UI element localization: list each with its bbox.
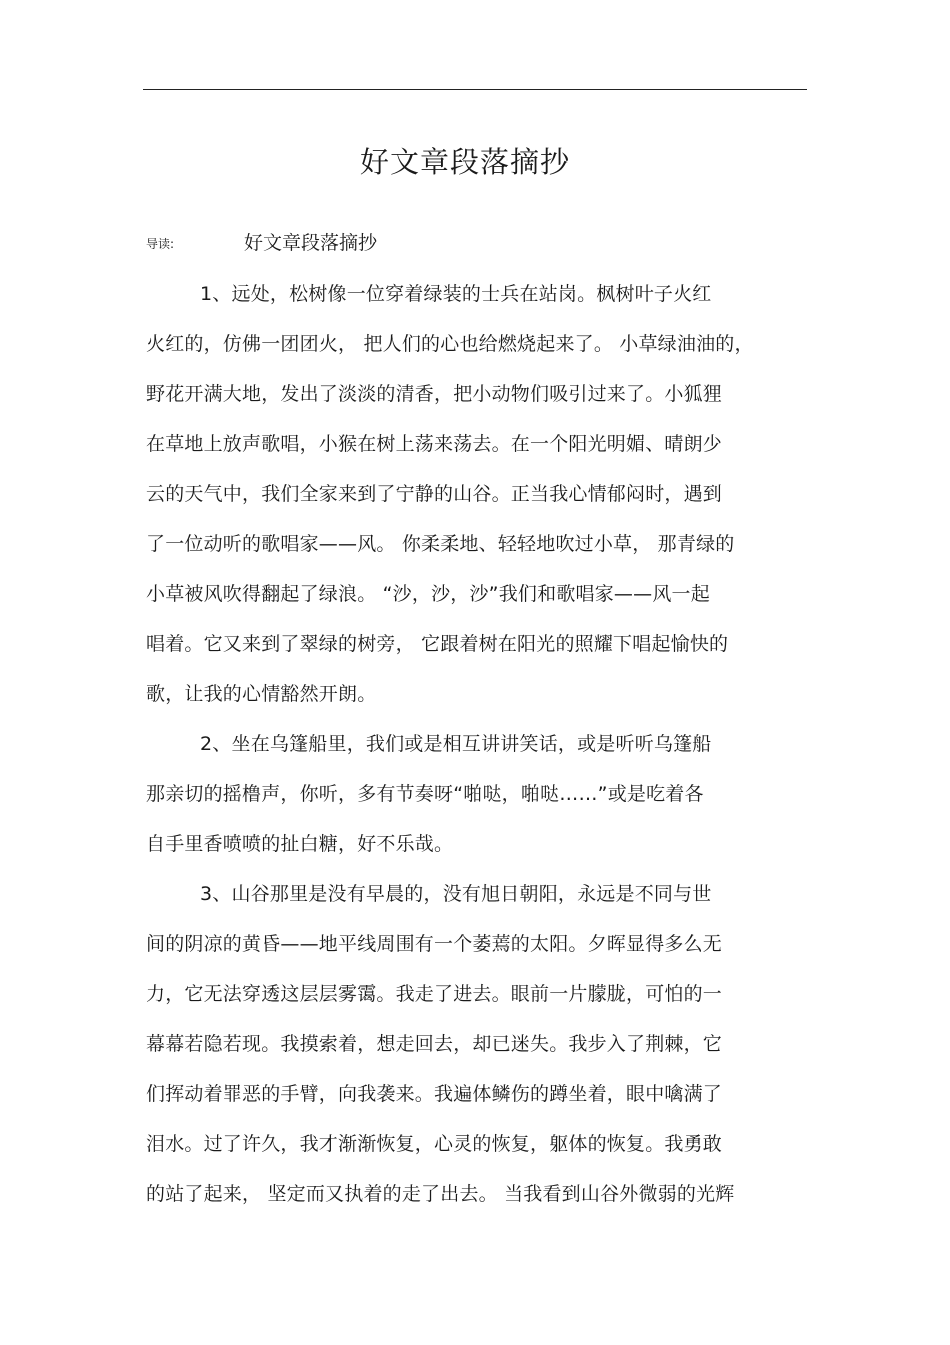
paragraph-1-line: 了一位动听的歌唱家——风。 你柔柔地、轻轻地吹过小草， 那青绿的 [146, 533, 735, 555]
paragraph-3-line: 的站了起来， 坚定而又执着的走了出去。 当我看到山谷外微弱的光辉 [146, 1183, 735, 1205]
paragraph-2-line: 2、坐在乌篷船里，我们或是相互讲讲笑话，或是听听乌篷船 [200, 733, 712, 755]
paragraph-3-line: 力，它无法穿透这层层雾霭。我走了进去。眼前一片朦胧，可怕的一 [146, 983, 723, 1005]
intro-label: 导读: [146, 237, 175, 251]
paragraph-1-line: 小草被风吹得翻起了绿浪。 “沙，沙，沙”我们和歌唱家——风一起 [146, 583, 710, 605]
paragraph-1-line: 野花开满大地，发出了淡淡的清香，把小动物们吸引过来了。小狐狸 [146, 383, 723, 405]
paragraph-2-line: 那亲切的摇橹声，你听，多有节奏呀“啪哒，啪哒……”或是吃着各 [146, 783, 704, 805]
paragraph-1-line: 歌，让我的心情豁然开朗。 [146, 683, 377, 705]
header-rule [143, 89, 807, 90]
paragraph-1-line: 1、远处，松树像一位穿着绿装的士兵在站岗。枫树叶子火红 [200, 283, 712, 305]
paragraph-2-line: 自手里香喷喷的扯白糖，好不乐哉。 [146, 833, 454, 855]
paragraph-1-line: 火红的，仿佛一团团火， 把人们的心也给燃烧起来了。 小草绿油油的， [146, 333, 754, 355]
paragraph-3-line: 间的阴凉的黄昏——地平线周围有一个萎蔫的太阳。夕晖显得多么无 [146, 933, 723, 955]
paragraph-1-line: 云的天气中，我们全家来到了宁静的山谷。正当我心情郁闷时，遇到 [146, 483, 723, 505]
paragraph-3-line: 们挥动着罪恶的手臂，向我袭来。我遍体鳞伤的蹲坐着，眼中噙满了 [146, 1083, 723, 1105]
paragraph-3-line: 3、山谷那里是没有早晨的，没有旭日朝阳，永远是不同与世 [200, 883, 712, 905]
paragraph-3-line: 幕幕若隐若现。我摸索着，想走回去，却已迷失。我步入了荆棘，它 [146, 1033, 723, 1055]
paragraph-1-line: 在草地上放声歌唱，小猴在树上荡来荡去。在一个阳光明媚、晴朗少 [146, 433, 723, 455]
paragraph-3-line: 泪水。过了许久，我才渐渐恢复，心灵的恢复，躯体的恢复。我勇敢 [146, 1133, 723, 1155]
intro-row [146, 226, 806, 260]
intro-text: 好文章段落摘抄 [244, 232, 378, 254]
paragraph-1-line: 唱着。它又来到了翠绿的树旁， 它跟着树在阳光的照耀下唱起愉快的 [146, 633, 729, 655]
body-text [146, 274, 826, 1224]
document-title: 好文章段落摘抄 [359, 145, 570, 179]
